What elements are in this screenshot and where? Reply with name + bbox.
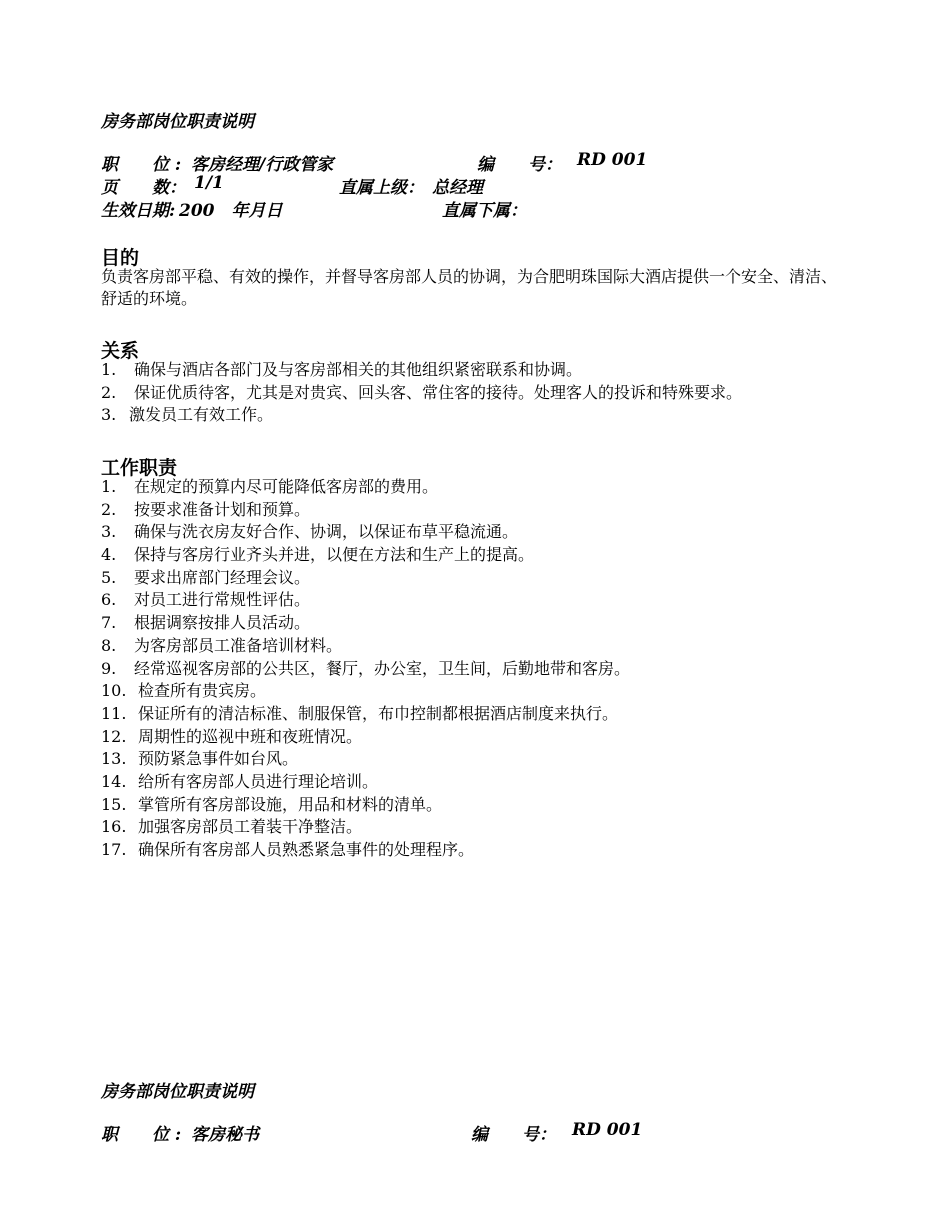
list-item: 13. 预防紧急事件如台风。 xyxy=(101,749,299,769)
list-item: 2. 保证优质待客，尤其是对贵宾、回头客、常住客的接待。处理客人的投诉和特殊要求。 xyxy=(101,382,743,402)
code-value: RD 001 xyxy=(577,150,648,170)
list-item: 9. 经常巡视客房部的公共区，餐厅，办公室，卫生间，后勤地带和客房。 xyxy=(101,658,631,678)
purpose-heading: 目的 xyxy=(101,247,140,269)
meta-row-position xyxy=(101,150,861,175)
duties-heading: 工作职责 xyxy=(101,457,178,479)
position-label: 职 位 : xyxy=(101,155,182,175)
position-label: 职 位 : xyxy=(101,1125,182,1145)
pages-value: 1/1 xyxy=(194,173,224,193)
code-label: 编 号： xyxy=(471,1125,556,1145)
list-item: 1. 确保与酒店各部门及与客房部相关的其他组织紧密联系和协调。 xyxy=(101,360,583,379)
list-item: 3. 确保与洗衣房友好合作、协调，以保证布草平稳流通。 xyxy=(101,522,519,542)
list-item: 1. 在规定的预算内尽可能降低客房部的费用。 xyxy=(101,477,439,496)
document2-meta-row-position xyxy=(101,1120,861,1145)
effective-label: 生效日期: xyxy=(101,201,176,221)
document-title: 房务部岗位职责说明 xyxy=(101,112,254,132)
list-item: 2. 按要求准备计划和预算。 xyxy=(101,499,311,519)
list-item: 16. 加强客房部员工着装干净整洁。 xyxy=(101,817,363,837)
meta-row-effective xyxy=(101,196,861,221)
code-label: 编 号： xyxy=(477,155,562,175)
list-item: 17. 确保所有客房部人员熟悉紧急事件的处理程序。 xyxy=(101,840,475,859)
subordinate-label: 直属下属： xyxy=(442,201,527,221)
list-item: 12. 周期性的巡视中班和夜班情况。 xyxy=(101,726,363,746)
position-value: 客房秘书 xyxy=(191,1125,259,1145)
list-item: 6. 对员工进行常规性评估。 xyxy=(101,590,311,610)
list-item: 8. 为客房部员工准备培训材料。 xyxy=(101,635,343,655)
list-item: 11. 保证所有的清洁标准、制服保管，布巾控制都根据酒店制度来执行。 xyxy=(101,703,619,723)
pages-label: 页 数： xyxy=(101,178,186,198)
list-item: 3. 激发员工有效工作。 xyxy=(101,405,274,425)
position-value: 客房经理/行政管家 xyxy=(191,155,334,175)
list-item: 14. 给所有客房部人员进行理论培训。 xyxy=(101,771,379,791)
duties-list xyxy=(101,476,630,862)
code-value: RD 001 xyxy=(572,1120,643,1140)
list-item: 10. 检查所有贵宾房。 xyxy=(101,681,267,701)
superior-label: 直属上级： xyxy=(339,178,424,198)
meta-row-pages xyxy=(101,173,861,198)
list-item: 7. 根据调察按排人员活动。 xyxy=(101,613,311,633)
superior-value: 总经理 xyxy=(432,178,483,198)
document2-title: 房务部岗位职责说明 xyxy=(101,1082,254,1102)
relations-heading: 关系 xyxy=(101,340,140,362)
list-item: 15. 掌管所有客房部设施，用品和材料的清单。 xyxy=(101,794,443,814)
purpose-text: 负责客房部平稳、有效的操作，并督导客房部人员的协调，为合肥明珠国际大酒店提供一个安全、清洁、舒适的环境。 xyxy=(101,267,838,308)
effective-value: 200 年月日 xyxy=(179,201,283,221)
list-item: 5. 要求出席部门经理会议。 xyxy=(101,567,311,587)
relations-list xyxy=(101,359,742,427)
list-item: 4. 保持与客房行业齐头并进，以便在方法和生产上的提高。 xyxy=(101,545,535,565)
